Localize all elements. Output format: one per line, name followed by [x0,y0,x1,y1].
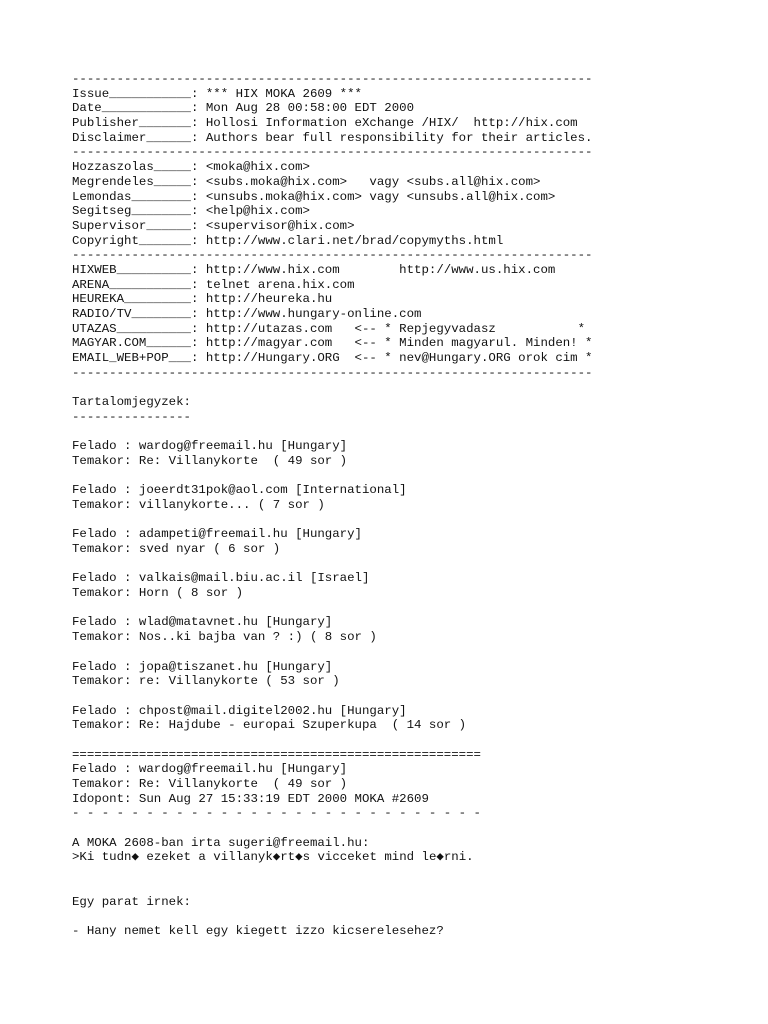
blank-line [72,425,593,440]
toc-entry-temakor: Temakor: villanykorte... ( 7 sor ) [72,497,325,512]
toc-title: Tartalomjegyzek: [72,395,191,410]
blank-line [72,380,593,395]
toc-entry-felado: Felado : valkais@mail.biu.ac.il [Israel] [72,571,370,586]
toc-entry-temakor: Temakor: Re: Hajdube - europai Szuperkupa ( 14 sor ) [72,718,467,733]
header-rule-1: ---------------------------------------------------------------------- [72,145,593,160]
article-idopont: Idopont: Sun Aug 27 15:33:19 EDT 2000 MOKA #2609 [72,791,429,806]
blank-line [72,880,593,895]
supervisor-line: Supervisor______: <supervisor@hix.com> [72,218,355,233]
toc-entry-felado: Felado : wlad@matavnet.hu [Hungary] [72,615,333,630]
toc-entry-felado: Felado : adampeti@freemail.hu [Hungary] [72,527,362,542]
body-paragraph: - Hany nemet kell egy kiegett izzo kicserelesehez? [72,923,444,938]
segitseg-line: Segitseg________: <help@hix.com> [72,204,310,219]
blank-line [72,689,593,704]
toc-entry-temakor: Temakor: sved nyar ( 6 sor ) [72,542,281,556]
blank-line [72,513,593,528]
toc-entry-temakor: Temakor: Re: Villanykorte ( 49 sor ) [72,453,348,468]
disclaimer-line: Disclaimer______: Authors bear full responsibility for their articles. [72,130,593,145]
toc-entry-temakor: Temakor: Horn ( 8 sor ) [72,586,244,601]
header-rule-top: ---------------------------------------------------------------------- [72,72,593,86]
toc-entry-felado: Felado : jopa@tiszanet.hu [Hungary] [72,659,333,674]
article-temakor: Temakor: Re: Villanykorte ( 49 sor ) [72,777,348,791]
article-rule: ======================================================= [72,747,481,762]
issue-line: Issue___________: *** HIX MOKA 2609 *** [72,86,362,101]
article-felado: Felado : wardog@freemail.hu [Hungary] [72,762,348,777]
lemondas-line: Lemondas________: <unsubs.moka@hix.com> vagy <unsubs.all@hix.com> [72,189,556,204]
publisher-line: Publisher_______: Hollosi Information eXchange /HIX/ http://hix.com [72,116,578,131]
hozzaszolas-line: Hozzaszolas_____: <moka@hix.com> [72,160,310,175]
radio-tv-line: RADIO/TV________: http://www.hungary-online.com [72,307,422,321]
blank-line [72,557,593,572]
toc-entry-felado: Felado : joeerdt31pok@aol.com [International] [72,483,407,498]
quoted-text: >Ki tudn◆ ezeket a villanyk◆rt◆s vicceket mind le◆rni. [72,850,474,865]
blank-line [72,821,593,836]
toc-entry-temakor: Temakor: re: Villanykorte ( 53 sor ) [72,674,340,689]
blank-line [72,909,593,924]
blank-line [72,645,593,660]
article-dash-rule: - - - - - - - - - - - - - - - - - - - - - - - - - - - - [72,806,481,821]
copyright-line: Copyright_______: http://www.clari.net/brad/copymyths.html [72,233,504,248]
header-rule-2: ---------------------------------------------------------------------- [72,248,593,263]
header-rule-bottom: ---------------------------------------------------------------------- [72,365,593,380]
quote-intro: A MOKA 2608-ban irta sugeri@freemail.hu: [72,835,370,850]
blank-line [72,733,593,748]
blank-line [72,601,593,616]
arena-line: ARENA___________: telnet arena.hix.com [72,277,355,292]
toc-entry-temakor: Temakor: Nos..ki bajba van ? :) ( 8 sor ) [72,630,377,645]
blank-line [72,469,593,484]
date-line: Date____________: Mon Aug 28 00:58:00 EDT 2000 [72,101,415,116]
blank-line [72,865,593,880]
toc-underline: ---------------- [72,409,191,424]
toc-entry-felado: Felado : wardog@freemail.hu [Hungary] [72,439,348,454]
utazas-line: UTAZAS__________: http://utazas.com <-- * Repjegyvadasz * [72,321,586,336]
email-web-pop-line: EMAIL_WEB+POP___: http://Hungary.ORG <-- * nev@Hungary.ORG orok cim * [72,351,593,366]
body-paragraph: Egy parat irnek: [72,894,191,909]
hix-moka-digest [72,72,593,939]
magyar-com-line: MAGYAR.COM______: http://magyar.com <-- * Minden magyarul. Minden! * [72,336,593,351]
hixweb-line: HIXWEB__________: http://www.hix.com http://www.us.hix.com [72,262,556,277]
toc-entry-felado: Felado : chpost@mail.digitel2002.hu [Hungary] [72,703,407,718]
megrendeles-line: Megrendeles_____: <subs.moka@hix.com> vagy <subs.all@hix.com> [72,174,541,189]
heureka-line: HEUREKA_________: http://heureka.hu [72,292,333,307]
